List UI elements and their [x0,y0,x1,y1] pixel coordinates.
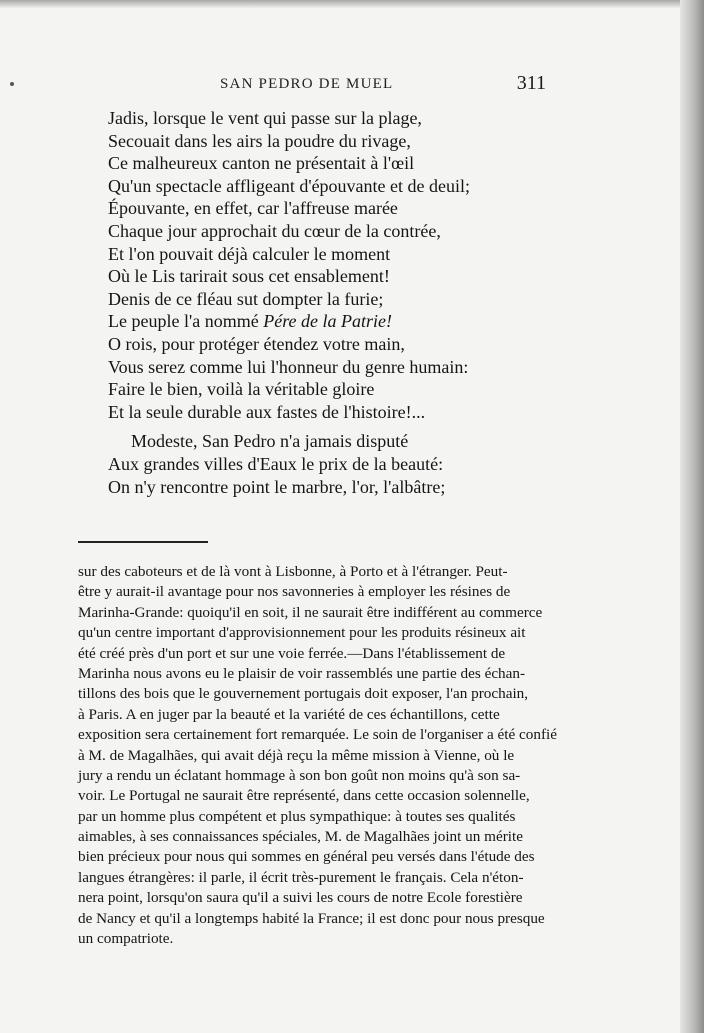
footnote-line: Marinha nous avons eu le plaisir de voir rassemblés une partie des échan- [78,664,526,682]
italic-epithet: Pére de la Patrie! [263,311,392,332]
footnote-line: exposition sera certainement fort remarquée. Le soin de l'organiser a été confié [78,726,557,744]
footnote-line: tillons des bois que le gouvernement portugais doit exposer, l'an prochain, [78,685,529,703]
verse-line-prefix: Le peuple l'a nommé [108,311,264,332]
verse-line: Ce malheureux canton ne présentait à l'œil [108,153,415,174]
verse-line: Et l'on pouvait déjà calculer le moment [108,243,391,264]
page-header [100,74,548,100]
footnote-line: être y aurait-il avantage pour nos savonneries à employer les résines de [78,583,511,601]
verse-line: Vous serez comme lui l'honneur du genre humain: [108,356,469,377]
footnote-line: à Paris. A en juger par la beauté et la variété de ces échantillons, cette [78,705,500,723]
footnote-line: nera point, lorsqu'on saura qu'il a suivi les cours de notre Ecole forestière [78,889,523,907]
footnote-line: langues étrangères: il parle, il écrit très-purement le français. Cela n'éton- [78,868,524,886]
footnote-line: sur des caboteurs et de là vont à Lisbonne, à Porto et à l'étranger. Peut- [78,563,508,580]
footnote-line: été créé près d'un port et sur une voie ferrée.—Dans l'établissement de [78,644,506,662]
footnote-line: de Nancy et qu'il a longtemps habité la France; il est donc pour nous presque [78,909,545,927]
footnote-line: un compatriote. [78,930,174,948]
verse-line: Aux grandes villes d'Eaux le prix de la beauté: [108,453,444,474]
footnote-text [78,562,557,949]
poem-verse [108,107,528,498]
footnote-line: à M. de Magalhães, qui avait déjà reçu la même mission à Vienne, où le [78,746,515,764]
verse-line: Qu'un spectacle affligeant d'épouvante et de deuil; [108,175,471,196]
page-top-shadow [0,0,704,8]
margin-speck [10,82,14,86]
footnote-line: jury a rendu un éclatant hommage à son bon goût non moins qu'à son sa- [78,766,521,784]
verse-line: Secouait dans les airs la poudre du rivage, [108,130,411,151]
verse-line: Faire le bien, voilà la véritable gloire [108,379,375,400]
verse-line: Où le Lis tarirait sous cet ensablement! [108,266,390,287]
page-right-edge [680,0,704,1033]
footnote-line: qu'un centre important d'approvisionnement pour les produits résineux ait [78,624,526,642]
verse-line-italic-title [108,310,528,333]
stanza-opening-line: Modeste, San Pedro n'a jamais disputé [131,431,409,452]
footnote-line: aimables, à ses connaissances spéciales, M. de Magalhães joint un mérite [78,828,523,846]
footnote-line: Marinha-Grande: quoiqu'il en soit, il ne saurait être indifférent au commerce [78,603,543,621]
verse-line: O rois, pour protéger étendez votre main, [108,333,405,354]
verse-line: Épouvante, en effet, car l'affreuse marée [108,198,398,219]
footnote-line: par un homme plus compétent et plus sympathique: à toutes ses qualités [78,807,516,825]
verse-line: Jadis, lorsque le vent qui passe sur la plage, [108,108,422,128]
verse-line: Et la seule durable aux fastes de l'histoire!... [108,401,426,422]
footnote-line: bien précieux pour nous qui sommes en général peu versés dans l'étude des [78,848,535,866]
footnote-rule [78,541,208,543]
verse-line: On n'y rencontre point le marbre, l'or, l'albâtre; [108,476,446,497]
page-number: 311 [516,72,546,94]
running-title: SAN PEDRO DE MUEL [220,76,394,92]
footnote-line: voir. Le Portugal ne saurait être représenté, dans cette occasion solennelle, [78,787,530,805]
verse-line: Denis de ce fléau sut dompter la furie; [108,288,384,309]
verse-line: Chaque jour approchait du cœur de la contrée, [108,220,441,241]
